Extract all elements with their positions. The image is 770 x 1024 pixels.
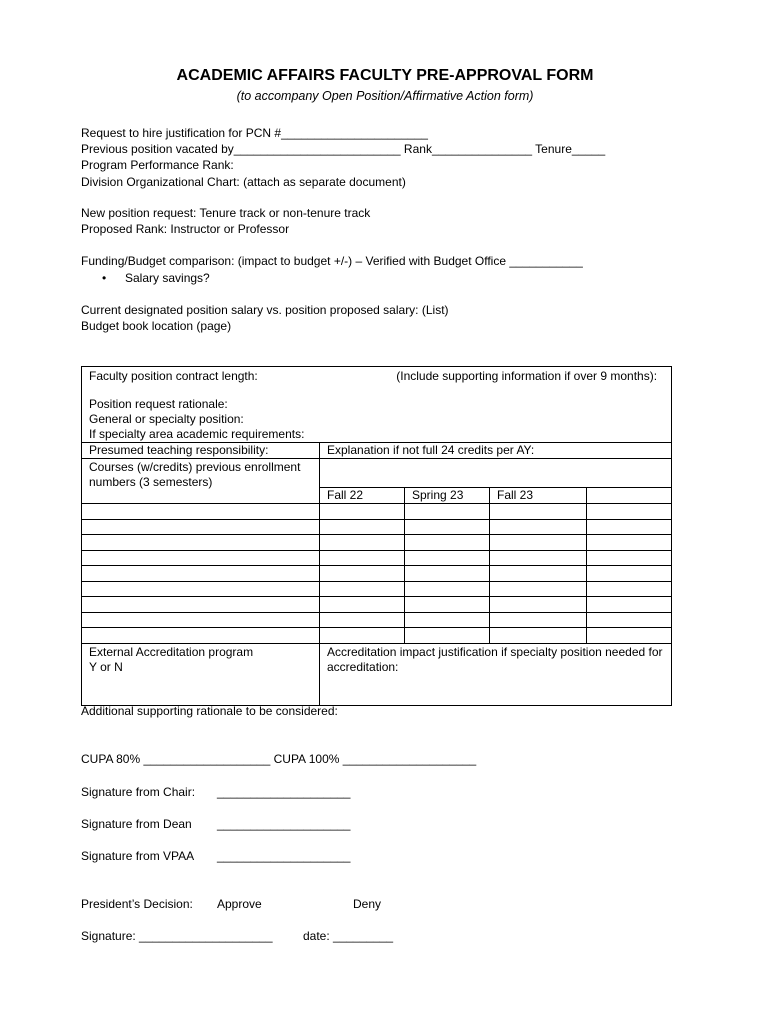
vpaa-signature-line[interactable]: ____________________ [217,849,351,863]
budget-book-line: Budget book location (page) [81,319,232,333]
table-row[interactable] [82,581,672,597]
pcn-request-line[interactable]: Request to hire justification for PCN #______________________ [81,126,428,140]
org-chart-line: Division Organizational Chart: (attach as separate document) [81,175,406,189]
new-position-line: New position request: Tenure track or non-tenure track [81,206,371,220]
date-line[interactable]: date: _________ [303,929,394,943]
teaching-responsibility-cell: Presumed teaching responsibility: [82,443,320,459]
approve-option[interactable]: Approve [217,897,262,911]
rationale-label: Position request rationale: [89,397,228,411]
position-details-table [81,366,672,706]
table-row[interactable] [82,612,672,628]
form-title: ACADEMIC AFFAIRS FACULTY PRE-APPROVAL FORM [176,67,594,84]
table-row[interactable] [82,566,672,582]
chair-signature-label: Signature from Chair: [81,785,196,799]
dean-signature-label: Signature from Dean [81,817,192,831]
dean-signature-line[interactable]: ____________________ [217,817,351,831]
president-decision-label: President’s Decision: [81,897,193,911]
form-subtitle: (to accompany Open Position/Affirmative Action form) [236,89,534,103]
accreditation-program-cell[interactable]: External Accreditation program Y or N [82,643,320,705]
vpaa-signature-label: Signature from VPAA [81,849,195,863]
courses-label-cell: Courses (w/credits) previous enrollment numbers (3 semesters) [82,459,320,504]
semester-header: Fall 23 [490,488,587,504]
contract-length-label: Faculty position contract length: [89,369,258,383]
proposed-rank-line: Proposed Rank: Instructor or Professor [81,222,290,236]
accreditation-justification-cell[interactable]: Accreditation impact justification if specialty position needed for accreditation: [320,643,672,705]
table-row[interactable] [82,597,672,613]
general-specialty-label: General or specialty position: [89,412,244,426]
salary-comparison-line: Current designated position salary vs. position proposed salary: (List) [81,303,449,317]
previous-position-line[interactable]: Previous position vacated by_________________________ Rank_______________ Tenure_____ [81,142,606,156]
table-row[interactable] [82,550,672,566]
additional-rationale[interactable]: Additional supporting rationale to be considered: [81,704,338,718]
deny-option[interactable]: Deny [353,897,382,911]
courses-entry-cell[interactable] [320,459,672,488]
table-row[interactable] [82,519,672,535]
semester-header: Fall 22 [320,488,405,504]
contract-length-cell[interactable] [82,367,672,443]
cupa-line[interactable]: CUPA 80% ___________________ CUPA 100% ____________________ [81,752,477,766]
semester-header [587,488,672,504]
explanation-cell[interactable]: Explanation if not full 24 credits per AY: [320,443,672,459]
bullet-icon: • [102,271,107,285]
table-row[interactable] [82,535,672,551]
final-signature-line[interactable]: Signature: ____________________ [81,929,273,943]
specialty-requirements-label: If specialty area academic requirements: [89,427,305,441]
salary-savings-item: Salary savings? [125,271,210,285]
funding-line[interactable]: Funding/Budget comparison: (impact to budget +/-) – Verified with Budget Office ___________ [81,254,583,268]
chair-signature-line[interactable]: ____________________ [217,785,351,799]
table-row[interactable] [82,628,672,644]
supporting-info-note: (Include supporting information if over 9 months): [396,369,658,383]
program-rank-line: Program Performance Rank: [81,158,234,172]
semester-header: Spring 23 [405,488,490,504]
table-row[interactable] [82,504,672,520]
